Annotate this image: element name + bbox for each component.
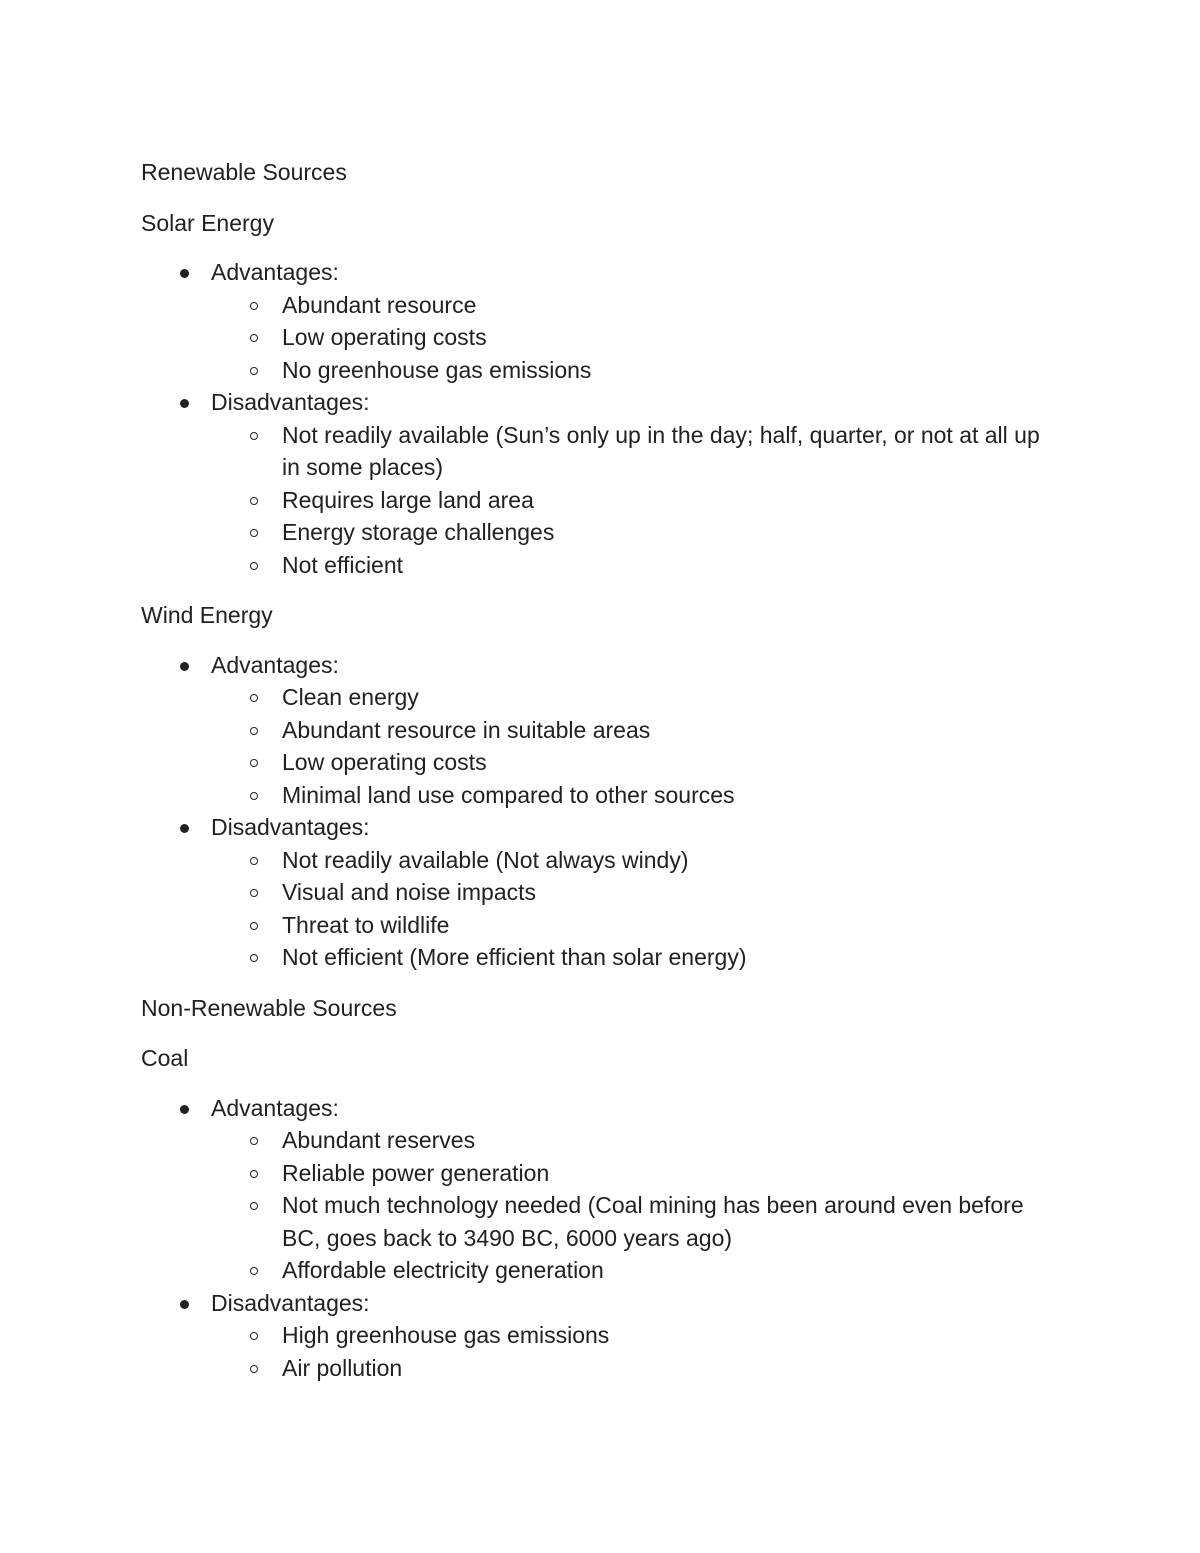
bullet-circle-icon bbox=[250, 727, 258, 735]
sub-list-item-text: Requires large land area bbox=[282, 486, 534, 513]
section-heading: Renewable Sources bbox=[141, 159, 347, 185]
sub-list-item bbox=[141, 516, 1061, 549]
list-item bbox=[141, 1287, 1061, 1320]
sub-list-item bbox=[141, 354, 1061, 387]
list-item bbox=[141, 386, 1061, 419]
bullet-dot-icon bbox=[180, 269, 189, 278]
sub-list-item bbox=[141, 321, 1061, 354]
sub-list-item bbox=[141, 1319, 1061, 1352]
bullet-circle-icon bbox=[250, 792, 258, 800]
sub-list-item bbox=[141, 289, 1061, 322]
sub-list-item-text: Abundant reserves bbox=[282, 1127, 476, 1153]
bullet-list bbox=[141, 256, 1061, 581]
list-item-label: Advantages: bbox=[211, 259, 339, 285]
list-item bbox=[141, 1092, 1061, 1125]
list-item-label: Advantages: bbox=[211, 1094, 339, 1121]
bullet-circle-icon bbox=[250, 922, 258, 930]
list-item-label: Disadvantages: bbox=[211, 1289, 370, 1316]
bullet-circle-icon bbox=[250, 694, 258, 702]
sub-list-item-text: High greenhouse gas emissions bbox=[282, 1322, 610, 1348]
list-item-label: Disadvantages: bbox=[211, 814, 370, 840]
sub-list-item-text: Not efficient (More efficient than solar energy) bbox=[282, 944, 747, 970]
sub-list-item-text: Not much technology needed (Coal mining has been around even before BC, goes back to 3490 BC, 6000 years ago) bbox=[282, 1192, 1024, 1251]
bullet-circle-icon bbox=[250, 759, 258, 767]
sub-list-item bbox=[141, 844, 1061, 877]
bullet-circle-icon bbox=[250, 302, 258, 310]
document-body bbox=[141, 156, 1061, 1384]
bullet-circle-icon bbox=[250, 1365, 258, 1373]
bullet-circle-icon bbox=[250, 954, 258, 962]
bullet-circle-icon bbox=[250, 857, 258, 865]
sub-list-item bbox=[141, 714, 1061, 747]
list-item bbox=[141, 649, 1061, 682]
sub-list-item bbox=[141, 549, 1061, 582]
bullet-circle-icon bbox=[250, 889, 258, 897]
bullet-circle-icon bbox=[250, 529, 258, 537]
bullet-dot-icon bbox=[180, 1300, 189, 1309]
sub-list-item bbox=[141, 484, 1061, 517]
sub-list-item bbox=[141, 1189, 1061, 1254]
sub-list-item-text: Air pollution bbox=[282, 1354, 403, 1381]
sub-list-item-text: Not readily available (Not always windy) bbox=[282, 846, 689, 873]
sub-list-item-text: Affordable electricity generation bbox=[282, 1257, 604, 1283]
sub-list-item-text: Minimal land use compared to other sources bbox=[282, 781, 735, 808]
bullet-dot-icon bbox=[180, 662, 189, 671]
bullet-circle-icon bbox=[250, 334, 258, 342]
bullet-circle-icon bbox=[250, 1202, 258, 1210]
sub-list-item bbox=[141, 681, 1061, 714]
sub-list-item-text: Reliable power generation bbox=[282, 1159, 550, 1186]
list-item-label: Disadvantages: bbox=[211, 389, 370, 415]
bullet-circle-icon bbox=[250, 1137, 258, 1145]
list-item bbox=[141, 811, 1061, 844]
sub-list-item-text: Threat to wildlife bbox=[282, 911, 450, 938]
sub-list-item bbox=[141, 746, 1061, 779]
sub-list-item-text: Low operating costs bbox=[282, 749, 487, 775]
sub-list-item bbox=[141, 941, 1061, 974]
sub-list-item bbox=[141, 909, 1061, 942]
sub-list-item bbox=[141, 1254, 1061, 1287]
section-heading: Non-Renewable Sources bbox=[141, 994, 397, 1021]
list-item bbox=[141, 256, 1061, 289]
sub-list-item bbox=[141, 419, 1061, 484]
sub-list-item-text: Abundant resource bbox=[282, 291, 477, 318]
sub-list-item-text: No greenhouse gas emissions bbox=[282, 356, 592, 383]
bullet-circle-icon bbox=[250, 497, 258, 505]
topic-title: Wind Energy bbox=[141, 602, 273, 628]
sub-list-item-text: Abundant resource in suitable areas bbox=[282, 716, 651, 743]
sub-list-item bbox=[141, 1124, 1061, 1157]
bullet-circle-icon bbox=[250, 367, 258, 375]
bullet-dot-icon bbox=[180, 1105, 189, 1114]
bullet-circle-icon bbox=[250, 1332, 258, 1340]
bullet-dot-icon bbox=[180, 399, 189, 408]
bullet-circle-icon bbox=[250, 562, 258, 570]
bullet-circle-icon bbox=[250, 432, 258, 440]
sub-list-item-text: Not readily available (Sun’s only up in the day; half, quarter, or not at all up in some places) bbox=[282, 421, 1040, 480]
sub-list-item bbox=[141, 1352, 1061, 1385]
sub-list-item bbox=[141, 876, 1061, 909]
sub-list-item-text: Visual and noise impacts bbox=[282, 879, 536, 905]
sub-list-item-text: Not efficient bbox=[282, 551, 404, 578]
sub-list-item-text: Low operating costs bbox=[282, 324, 487, 350]
sub-list-item-text: Energy storage challenges bbox=[282, 519, 555, 545]
list-item-label: Advantages: bbox=[211, 651, 339, 678]
bullet-circle-icon bbox=[250, 1267, 258, 1275]
bullet-list bbox=[141, 1092, 1061, 1385]
sub-list-item bbox=[141, 1157, 1061, 1190]
bullet-list bbox=[141, 649, 1061, 974]
sub-list-item-text: Clean energy bbox=[282, 684, 419, 710]
sub-list-item bbox=[141, 779, 1061, 812]
bullet-circle-icon bbox=[250, 1170, 258, 1178]
bullet-dot-icon bbox=[180, 824, 189, 833]
topic-title: Coal bbox=[141, 1045, 189, 1071]
topic-title: Solar Energy bbox=[141, 209, 274, 236]
